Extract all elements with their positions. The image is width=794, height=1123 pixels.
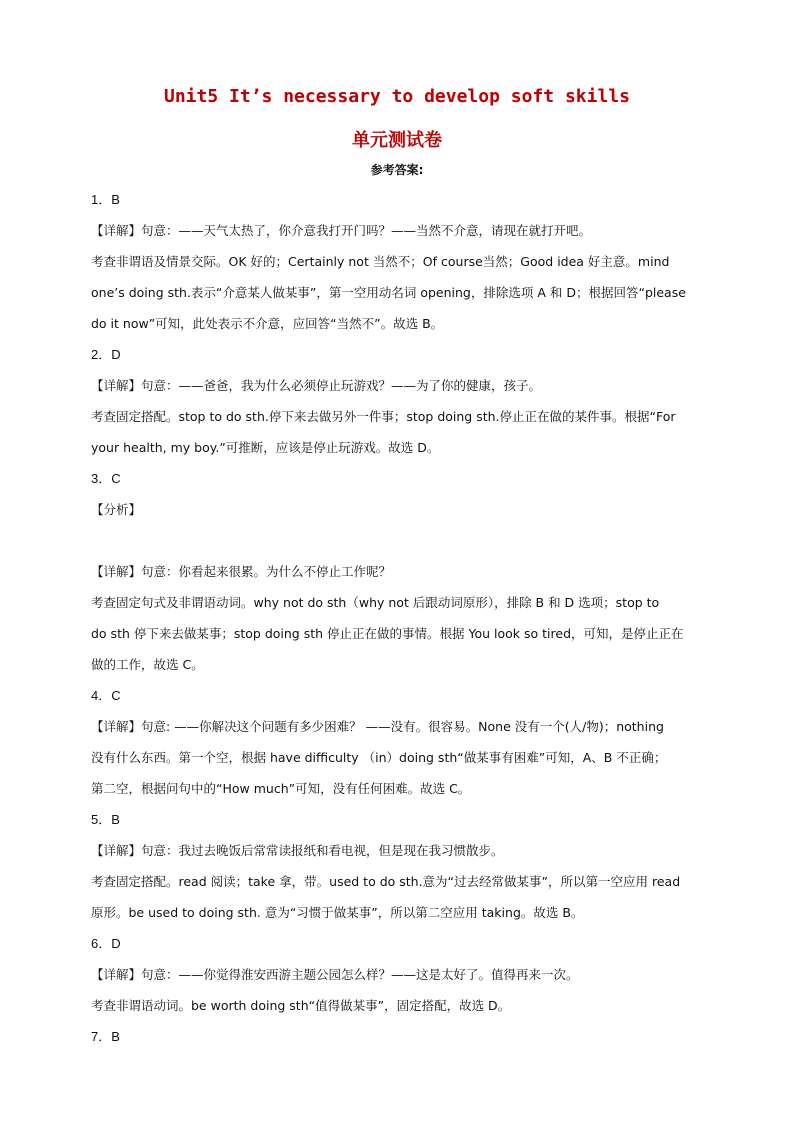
answer-number: 2．D xyxy=(91,347,121,362)
document-title: Unit5 It’s necessary to develop soft skills xyxy=(164,86,630,107)
answer-number: 1．B xyxy=(91,192,120,207)
explanation-line: 考查固定搭配。stop to do sth.停下来去做另外一件事；stop doing sth.停止正在做的某件事。根据“For xyxy=(91,409,676,424)
explanation-line: 做的工作，故选 C。 xyxy=(91,657,204,672)
explanation-line: 第二空，根据问句中的“How much”可知，没有任何困难。故选 C。 xyxy=(91,781,471,796)
explanation-line: 【详解】句意：——爸爸，我为什么必须停止玩游戏？——为了你的健康，孩子。 xyxy=(91,378,542,393)
answer-number: 6．D xyxy=(91,936,121,951)
analysis-label: 【分析】 xyxy=(91,502,142,517)
explanation-line: 【详解】句意：——你觉得淮安西游主题公园怎么样？——这是太好了。值得再来一次。 xyxy=(91,967,579,982)
answer-item xyxy=(91,680,703,804)
answer-item xyxy=(91,1021,703,1052)
answer-item xyxy=(91,184,703,339)
explanation-line: 【详解】句意：——天气太热了，你介意我打开门吗？——当然不介意，请现在就打开吧。 xyxy=(91,223,592,238)
explanation-line: 考查非谓语动词。be worth doing sth“值得做某事”，固定搭配，故选 D。 xyxy=(91,998,511,1013)
explanation-line: your health, my boy.”可推断，应该是停止玩游戏。故选 D。 xyxy=(91,440,440,455)
answer-key-label: 参考答案: xyxy=(370,163,424,177)
explanation-line: 没有什么东西。第一个空，根据 have difficulty （in）doing sth“做某事有困难”可知，A、B 不正确； xyxy=(91,750,667,765)
answer-list xyxy=(91,184,703,1052)
explanation-line: 原形。be used to doing sth. 意为“习惯于做某事”，所以第二空应用 taking。故选 B。 xyxy=(91,905,584,920)
explanation-line: 【详解】句意：你看起来很累。为什么不停止工作呢？ xyxy=(91,564,392,579)
explanation-line: one’s doing sth.表示“介意某人做某事”，第一空用动名词 opening，排除选项 A 和 D；根据回答“please xyxy=(91,285,686,300)
answer-number: 4．C xyxy=(91,688,121,703)
explanation-line: 考查固定搭配。read 阅读；take 拿，带。used to do sth.意为“过去经常做某事”，所以第一空应用 read xyxy=(91,874,681,889)
answer-number: 5．B xyxy=(91,812,120,827)
answer-item xyxy=(91,804,703,928)
answer-item xyxy=(91,463,703,680)
answer-item xyxy=(91,928,703,1021)
explanation-line: 考查固定句式及非谓语动词。why not do sth（why not 后跟动词原形），排除 B 和 D 选项；stop to xyxy=(91,595,660,610)
answer-item xyxy=(91,339,703,463)
explanation-line: 【详解】句意：我过去晚饭后常常读报纸和看电视，但是现在我习惯散步。 xyxy=(91,843,504,858)
answer-number: 3．C xyxy=(91,471,121,486)
answer-number: 7．B xyxy=(91,1029,120,1044)
explanation-line: do it now”可知，此处表示不介意，应回答“当然不”。故选 B。 xyxy=(91,316,444,331)
explanation-line: 【详解】句意: ——你解决这个问题有多少困难？ ——没有。很容易。None 没有一个(人/物)；nothing xyxy=(91,719,664,734)
document-subtitle: 单元测试卷 xyxy=(352,130,442,151)
explanation-line: do sth 停下来去做某事；stop doing sth 停止正在做的事情。根据 You look so tired，可知，是停止正在 xyxy=(91,626,684,641)
explanation-line: 考查非谓语及情景交际。OK 好的；Certainly not 当然不；Of course当然；Good idea 好主意。mind xyxy=(91,254,670,269)
blank-spacer xyxy=(91,525,703,556)
